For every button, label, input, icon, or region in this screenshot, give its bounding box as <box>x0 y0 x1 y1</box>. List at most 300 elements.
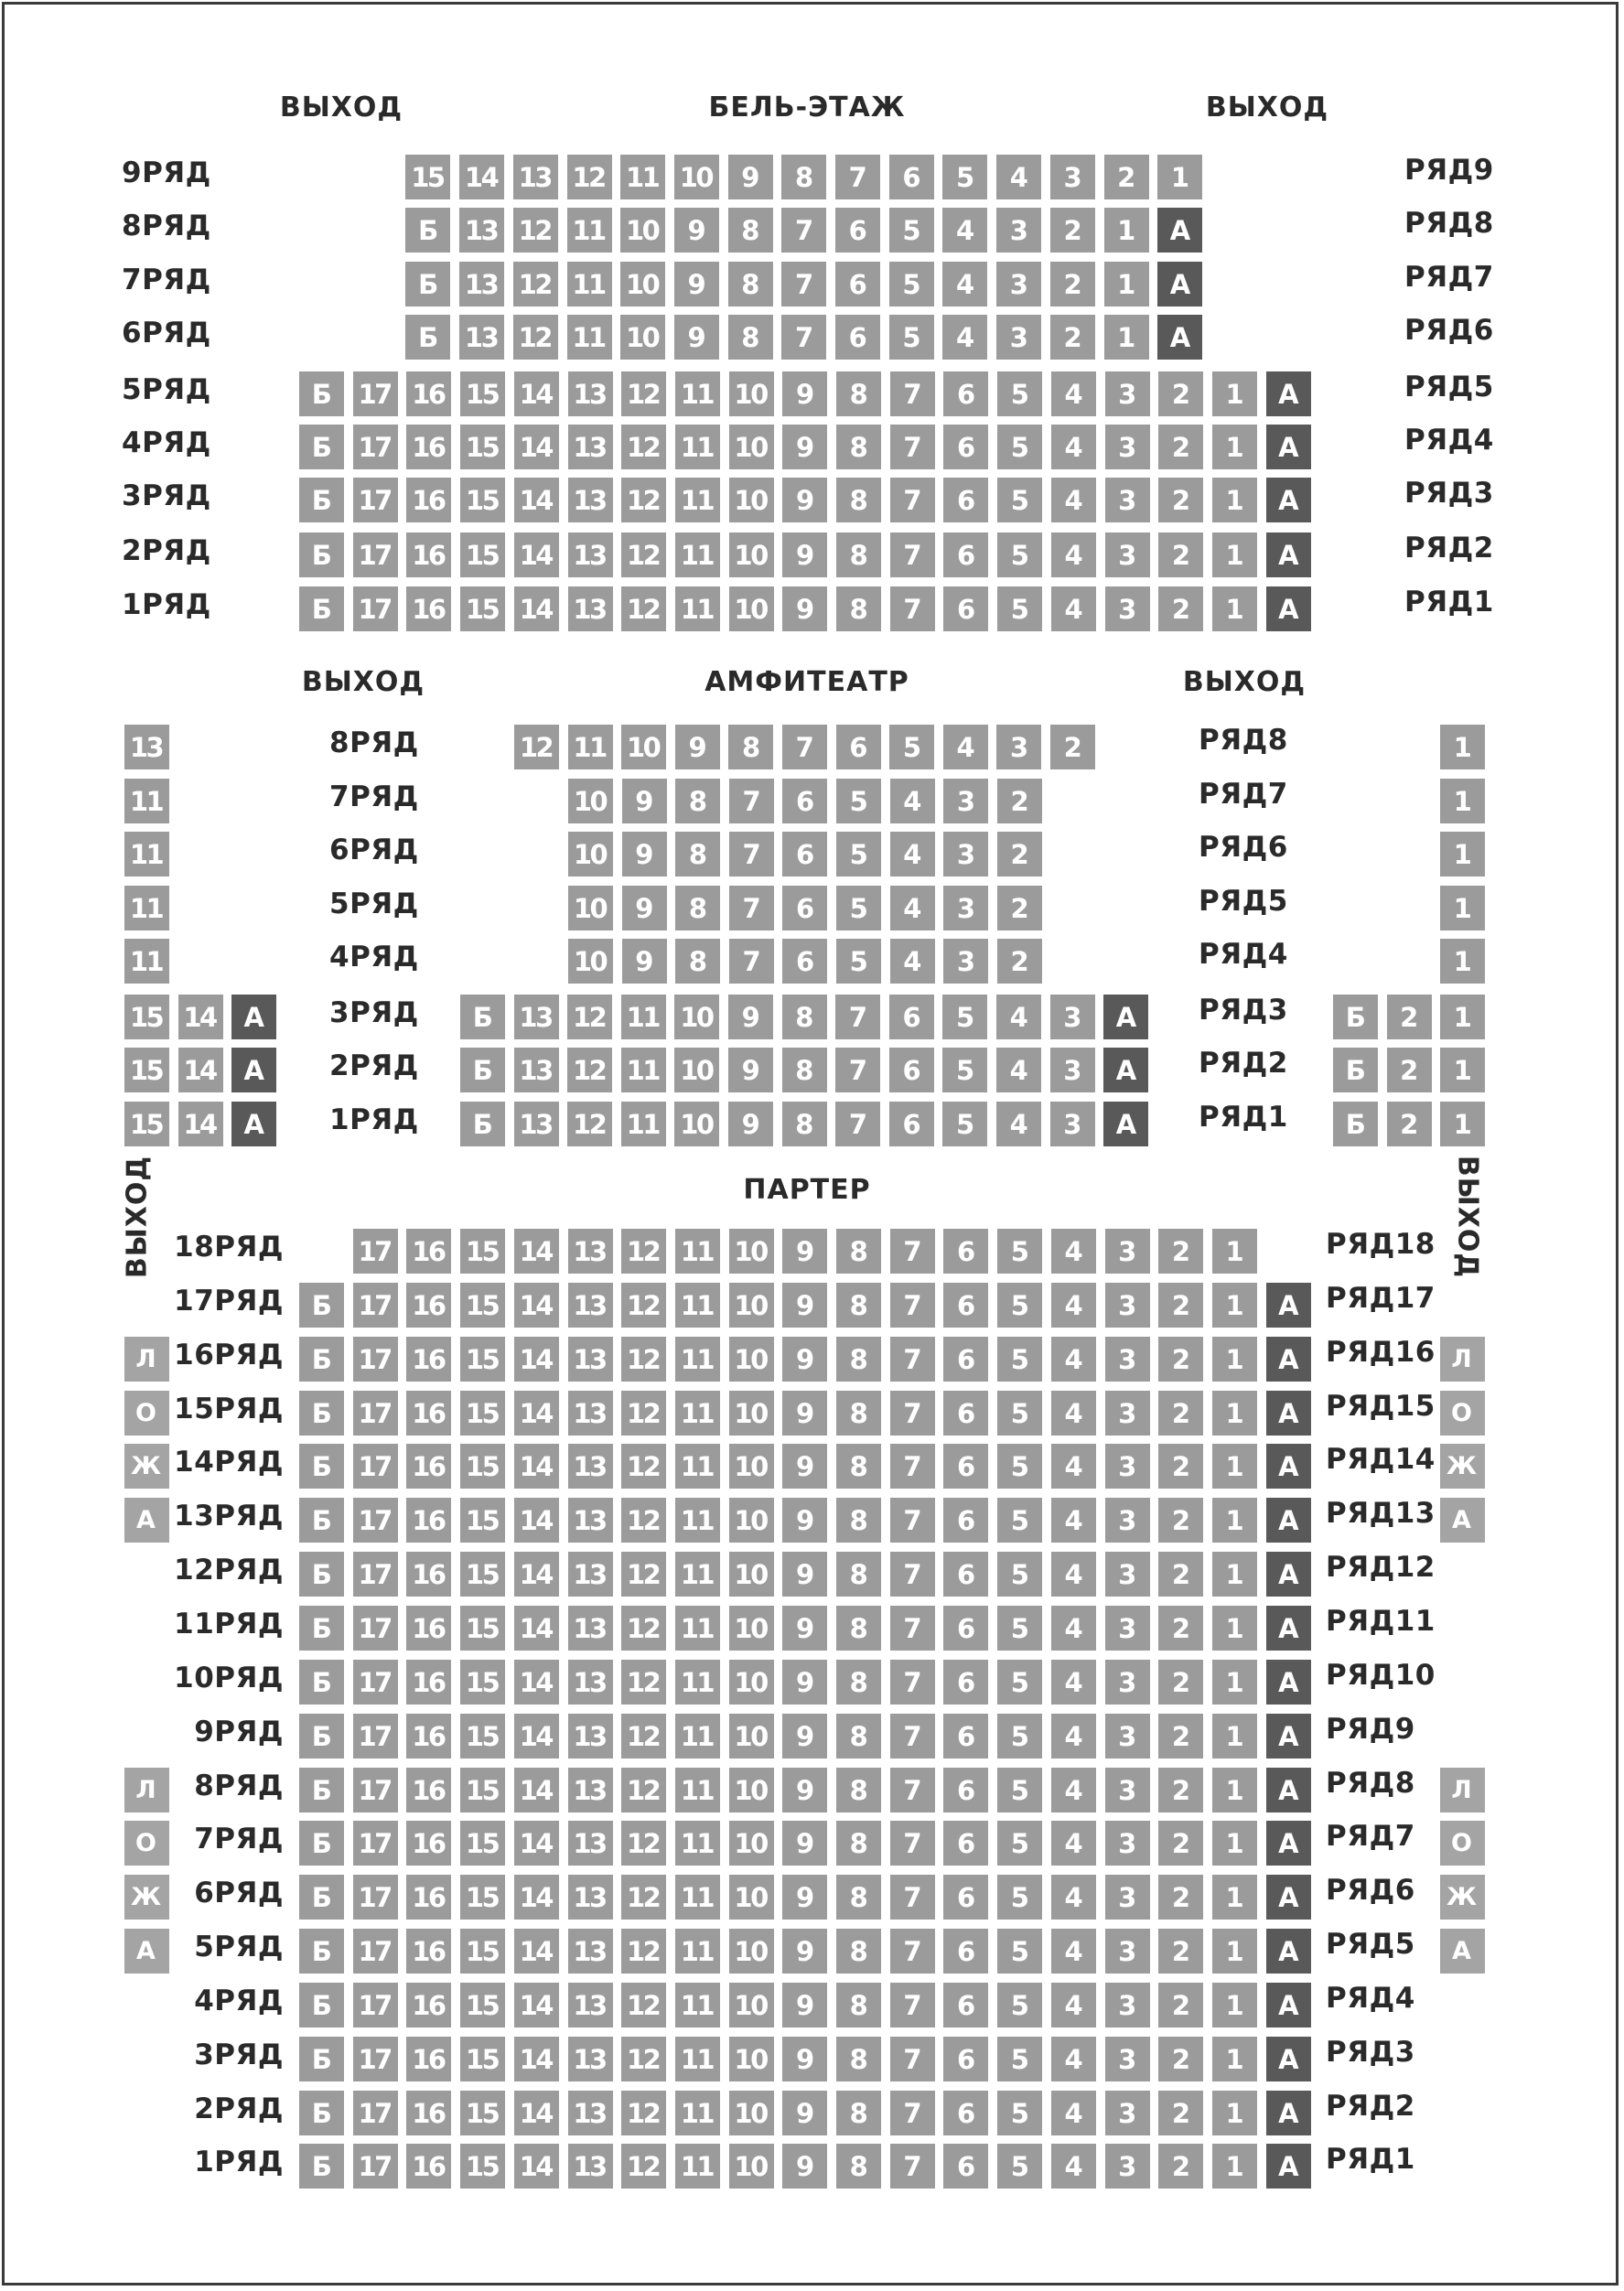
seat[interactable]: 2 <box>1158 1875 1203 1920</box>
seat[interactable]: 12 <box>621 425 666 469</box>
seat[interactable]: 6 <box>943 2037 988 2081</box>
seat[interactable]: 17 <box>353 1283 398 1328</box>
seat[interactable]: 9 <box>782 1875 827 1920</box>
side-seat-right[interactable]: 1 <box>1440 886 1485 930</box>
seat[interactable]: 3 <box>1105 371 1150 416</box>
seat[interactable]: 16 <box>406 1606 451 1651</box>
seat[interactable]: 1 <box>1212 1929 1257 1974</box>
seat[interactable]: 7 <box>781 208 826 253</box>
seat[interactable]: 7 <box>890 1929 935 1974</box>
box-seat-left[interactable]: А <box>124 1929 169 1974</box>
seat[interactable]: 7 <box>890 586 935 631</box>
seat[interactable]: 1 <box>1157 155 1202 199</box>
seat[interactable]: 11 <box>675 2091 720 2135</box>
box-seat-left[interactable]: Л <box>124 1337 169 1382</box>
seat[interactable]: Б <box>299 2091 344 2135</box>
seat[interactable]: 1 <box>1212 1337 1257 1382</box>
seat[interactable]: 7 <box>890 1444 935 1489</box>
seat[interactable]: 16 <box>406 1552 451 1597</box>
seat[interactable]: 6 <box>943 1768 988 1812</box>
seat[interactable]: 9 <box>782 586 827 631</box>
seat[interactable]: 5 <box>997 1283 1042 1328</box>
seat[interactable]: 9 <box>728 155 773 199</box>
seat[interactable]: 3 <box>1050 995 1095 1039</box>
seat[interactable]: 7 <box>890 1714 935 1759</box>
seat[interactable]: 4 <box>1051 1444 1096 1489</box>
seat[interactable]: 3 <box>1105 2091 1150 2135</box>
seat[interactable]: 17 <box>353 1768 398 1812</box>
side-seat-left[interactable]: 14 <box>178 995 223 1039</box>
seat[interactable]: 6 <box>943 1983 988 2027</box>
seat[interactable]: 16 <box>406 1391 451 1436</box>
seat[interactable]: 4 <box>1051 1875 1096 1920</box>
seat[interactable]: 16 <box>406 1768 451 1812</box>
seat[interactable]: 6 <box>836 725 881 769</box>
seat[interactable]: 3 <box>996 315 1041 360</box>
seat[interactable]: 7 <box>890 1821 935 1866</box>
side-seat-right[interactable]: Б <box>1333 1102 1378 1146</box>
seat[interactable]: 16 <box>406 2091 451 2135</box>
seat[interactable]: 5 <box>997 1983 1042 2027</box>
seat[interactable]: 11 <box>675 1768 720 1812</box>
seat[interactable]: 2 <box>1158 2091 1203 2135</box>
seat[interactable]: 1 <box>1104 208 1149 253</box>
seat[interactable]: 10 <box>729 1444 774 1489</box>
seat[interactable]: 10 <box>729 1929 774 1974</box>
seat[interactable]: 6 <box>943 1606 988 1651</box>
seat[interactable]: 1 <box>1212 1552 1257 1597</box>
seat[interactable]: А <box>1103 995 1148 1039</box>
seat[interactable]: 2 <box>1104 155 1149 199</box>
seat[interactable]: 6 <box>943 2091 988 2135</box>
side-seat-right[interactable]: Б <box>1333 1048 1378 1092</box>
side-seat-right[interactable]: 1 <box>1440 939 1485 984</box>
seat[interactable]: 17 <box>353 478 398 522</box>
seat[interactable]: 7 <box>890 1983 935 2027</box>
box-seat-left[interactable]: О <box>124 1391 169 1436</box>
seat[interactable]: 16 <box>406 2144 451 2189</box>
seat[interactable]: 10 <box>568 886 613 930</box>
seat[interactable]: 3 <box>1050 1102 1095 1146</box>
side-seat-right[interactable]: Б <box>1333 995 1378 1039</box>
side-seat-left[interactable]: А <box>231 1048 276 1092</box>
side-seat-right[interactable]: 1 <box>1440 832 1485 877</box>
seat[interactable]: 3 <box>1105 1660 1150 1705</box>
seat[interactable]: 1 <box>1212 1391 1257 1436</box>
seat[interactable]: А <box>1266 1552 1311 1597</box>
seat[interactable]: 1 <box>1212 1875 1257 1920</box>
side-seat-right[interactable]: 1 <box>1440 1048 1485 1092</box>
seat[interactable]: 2 <box>1158 2144 1203 2189</box>
seat[interactable]: 4 <box>1051 1660 1096 1705</box>
seat[interactable]: Б <box>405 315 450 360</box>
side-seat-left[interactable]: 11 <box>124 779 169 823</box>
seat[interactable]: 3 <box>1105 1714 1150 1759</box>
seat[interactable]: 9 <box>782 2037 827 2081</box>
seat[interactable]: 13 <box>568 2144 613 2189</box>
seat[interactable]: 10 <box>729 1983 774 2027</box>
seat[interactable]: 1 <box>1212 1768 1257 1812</box>
seat[interactable]: 7 <box>729 886 774 930</box>
box-seat-left[interactable]: Л <box>124 1768 169 1812</box>
seat[interactable]: А <box>1266 1391 1311 1436</box>
seat[interactable]: 1 <box>1212 425 1257 469</box>
seat[interactable]: 5 <box>997 1875 1042 1920</box>
seat[interactable]: 10 <box>729 478 774 522</box>
seat[interactable]: 3 <box>1105 478 1150 522</box>
seat[interactable]: 6 <box>943 1391 988 1436</box>
seat[interactable]: 14 <box>514 586 559 631</box>
seat[interactable]: 14 <box>514 1606 559 1651</box>
seat[interactable]: 1 <box>1212 586 1257 631</box>
seat[interactable]: 11 <box>675 1444 720 1489</box>
seat[interactable]: 7 <box>890 2091 935 2135</box>
seat[interactable]: 2 <box>1158 1283 1203 1328</box>
seat[interactable]: 9 <box>782 1768 827 1812</box>
seat[interactable]: 12 <box>621 1821 666 1866</box>
box-seat-left[interactable]: А <box>124 1498 169 1543</box>
seat[interactable]: 5 <box>942 155 987 199</box>
seat[interactable]: 13 <box>568 1606 613 1651</box>
seat[interactable]: 13 <box>568 1929 613 1974</box>
seat[interactable]: Б <box>299 1337 344 1382</box>
seat[interactable]: 2 <box>997 939 1042 984</box>
seat[interactable]: Б <box>405 262 450 307</box>
box-seat-right[interactable]: О <box>1440 1821 1485 1866</box>
seat[interactable]: 4 <box>1051 425 1096 469</box>
seat[interactable]: 12 <box>621 1337 666 1382</box>
seat[interactable]: 7 <box>890 1498 935 1543</box>
seat[interactable]: 17 <box>353 1821 398 1866</box>
seat[interactable]: 15 <box>460 1714 505 1759</box>
seat[interactable]: 15 <box>460 1229 505 1274</box>
seat[interactable]: 3 <box>1105 1552 1150 1597</box>
seat[interactable]: 3 <box>1105 2144 1150 2189</box>
seat[interactable]: 10 <box>729 532 774 577</box>
seat[interactable]: 3 <box>1105 532 1150 577</box>
seat[interactable]: 1 <box>1104 262 1149 307</box>
seat[interactable]: 13 <box>568 2037 613 2081</box>
seat[interactable]: А <box>1266 1337 1311 1382</box>
seat[interactable]: 12 <box>621 1606 666 1651</box>
seat[interactable]: 9 <box>674 315 719 360</box>
seat[interactable]: А <box>1266 2091 1311 2135</box>
seat[interactable]: 13 <box>514 1102 559 1146</box>
seat[interactable]: 9 <box>728 995 773 1039</box>
seat[interactable]: 17 <box>353 371 398 416</box>
seat[interactable]: 12 <box>621 1552 666 1597</box>
seat[interactable]: 11 <box>675 1660 720 1705</box>
seat[interactable]: 9 <box>782 1444 827 1489</box>
seat[interactable]: 13 <box>568 1229 613 1274</box>
seat[interactable]: 4 <box>996 995 1041 1039</box>
seat[interactable]: 14 <box>514 2144 559 2189</box>
seat[interactable]: 10 <box>729 1660 774 1705</box>
seat[interactable]: 13 <box>568 1714 613 1759</box>
side-seat-left[interactable]: 15 <box>124 1048 169 1092</box>
seat[interactable]: 5 <box>997 478 1042 522</box>
seat[interactable]: 14 <box>514 1391 559 1436</box>
seat[interactable]: 8 <box>675 939 720 984</box>
seat[interactable]: 4 <box>996 1102 1041 1146</box>
seat[interactable]: 8 <box>782 1048 827 1092</box>
seat[interactable]: 3 <box>1105 1337 1150 1382</box>
seat[interactable]: 8 <box>782 1102 827 1146</box>
seat[interactable]: 7 <box>835 995 880 1039</box>
seat[interactable]: Б <box>299 1875 344 1920</box>
seat[interactable]: 13 <box>568 1391 613 1436</box>
seat[interactable]: 8 <box>675 779 720 823</box>
box-seat-left[interactable]: О <box>124 1821 169 1866</box>
seat[interactable]: 6 <box>943 1283 988 1328</box>
seat[interactable]: 6 <box>943 1552 988 1597</box>
seat[interactable]: 12 <box>621 1283 666 1328</box>
seat[interactable]: Б <box>299 532 344 577</box>
seat[interactable]: 8 <box>836 478 881 522</box>
seat[interactable]: 4 <box>996 1048 1041 1092</box>
seat[interactable]: 9 <box>674 208 719 253</box>
seat[interactable]: 10 <box>568 779 613 823</box>
seat[interactable]: 10 <box>620 262 665 307</box>
seat[interactable]: А <box>1157 208 1202 253</box>
seat[interactable]: 5 <box>997 1498 1042 1543</box>
side-seat-left[interactable]: 11 <box>124 939 169 984</box>
seat[interactable]: 6 <box>943 1444 988 1489</box>
seat[interactable]: 5 <box>997 2091 1042 2135</box>
seat[interactable]: 11 <box>675 1929 720 1974</box>
seat[interactable]: 13 <box>568 1983 613 2027</box>
seat[interactable]: 10 <box>729 1821 774 1866</box>
seat[interactable]: 6 <box>943 2144 988 2189</box>
seat[interactable]: 9 <box>782 1552 827 1597</box>
seat[interactable]: 4 <box>890 779 935 823</box>
seat[interactable]: 6 <box>943 532 988 577</box>
seat[interactable]: Б <box>405 208 450 253</box>
seat[interactable]: 8 <box>836 1229 881 1274</box>
seat[interactable]: 17 <box>353 1660 398 1705</box>
seat[interactable]: 15 <box>460 1391 505 1436</box>
seat[interactable]: 4 <box>1051 2144 1096 2189</box>
seat[interactable]: 4 <box>1051 586 1096 631</box>
seat[interactable]: 2 <box>1050 262 1095 307</box>
seat[interactable]: 15 <box>460 1875 505 1920</box>
seat[interactable]: 2 <box>1050 315 1095 360</box>
seat[interactable]: 10 <box>729 425 774 469</box>
seat[interactable]: 10 <box>674 1048 719 1092</box>
seat[interactable]: Б <box>299 1660 344 1705</box>
side-seat-right[interactable]: 1 <box>1440 995 1485 1039</box>
seat[interactable]: 7 <box>890 2037 935 2081</box>
seat[interactable]: 17 <box>353 1929 398 1974</box>
seat[interactable]: 12 <box>621 1229 666 1274</box>
seat[interactable]: 8 <box>836 371 881 416</box>
seat[interactable]: 4 <box>890 939 935 984</box>
seat[interactable]: 10 <box>568 832 613 877</box>
seat[interactable]: 17 <box>353 532 398 577</box>
seat[interactable]: 7 <box>890 1337 935 1382</box>
seat[interactable]: 9 <box>782 1283 827 1328</box>
seat[interactable]: 16 <box>406 2037 451 2081</box>
seat[interactable]: 2 <box>1158 1391 1203 1436</box>
seat[interactable]: 17 <box>353 1606 398 1651</box>
seat[interactable]: 9 <box>782 1821 827 1866</box>
seat[interactable]: 10 <box>568 939 613 984</box>
seat[interactable]: 11 <box>621 1048 666 1092</box>
seat[interactable]: 5 <box>997 532 1042 577</box>
seat[interactable]: 12 <box>567 995 612 1039</box>
seat[interactable]: 14 <box>514 2037 559 2081</box>
seat[interactable]: 1 <box>1212 371 1257 416</box>
seat[interactable]: 7 <box>890 425 935 469</box>
seat[interactable]: 3 <box>996 725 1041 769</box>
seat[interactable]: 9 <box>782 1229 827 1274</box>
seat[interactable]: 13 <box>514 995 559 1039</box>
seat[interactable]: 9 <box>782 1391 827 1436</box>
seat[interactable]: А <box>1266 371 1311 416</box>
seat[interactable]: 15 <box>460 371 505 416</box>
seat[interactable]: А <box>1266 1283 1311 1328</box>
seat[interactable]: 9 <box>782 425 827 469</box>
seat[interactable]: 9 <box>622 832 667 877</box>
seat[interactable]: 8 <box>836 1606 881 1651</box>
seat[interactable]: 5 <box>997 1552 1042 1597</box>
seat[interactable]: 17 <box>353 1552 398 1597</box>
seat[interactable]: Б <box>299 586 344 631</box>
seat[interactable]: 2 <box>1158 1768 1203 1812</box>
seat[interactable]: Б <box>299 1498 344 1543</box>
seat[interactable]: 6 <box>782 886 827 930</box>
seat[interactable]: 5 <box>997 586 1042 631</box>
seat[interactable]: 5 <box>997 1444 1042 1489</box>
seat[interactable]: 2 <box>1050 208 1095 253</box>
seat[interactable]: Б <box>460 1048 505 1092</box>
seat[interactable]: 12 <box>621 586 666 631</box>
seat[interactable]: 7 <box>890 2144 935 2189</box>
seat[interactable]: А <box>1266 1714 1311 1759</box>
seat[interactable]: 15 <box>460 1283 505 1328</box>
seat[interactable]: 8 <box>836 586 881 631</box>
seat[interactable]: 6 <box>943 1229 988 1274</box>
seat[interactable]: 4 <box>890 886 935 930</box>
seat[interactable]: 6 <box>943 1660 988 1705</box>
seat[interactable]: 13 <box>568 1875 613 1920</box>
seat[interactable]: 6 <box>943 1929 988 1974</box>
seat[interactable]: 7 <box>729 779 774 823</box>
seat[interactable]: 14 <box>514 1229 559 1274</box>
seat[interactable]: 1 <box>1212 1660 1257 1705</box>
seat[interactable]: 5 <box>997 1714 1042 1759</box>
seat[interactable]: 8 <box>836 1552 881 1597</box>
seat[interactable]: 5 <box>889 262 934 307</box>
seat[interactable]: 6 <box>782 832 827 877</box>
seat[interactable]: 15 <box>460 1337 505 1382</box>
seat[interactable]: 14 <box>514 1821 559 1866</box>
seat[interactable]: А <box>1266 1768 1311 1812</box>
seat[interactable]: 1 <box>1212 1606 1257 1651</box>
seat[interactable]: 12 <box>567 155 612 199</box>
seat[interactable]: 6 <box>943 478 988 522</box>
seat[interactable]: 2 <box>997 779 1042 823</box>
seat[interactable]: 7 <box>890 1768 935 1812</box>
seat[interactable]: 13 <box>568 532 613 577</box>
box-seat-right[interactable]: Л <box>1440 1768 1485 1812</box>
seat[interactable]: 2 <box>1158 478 1203 522</box>
seat[interactable]: 5 <box>942 1048 987 1092</box>
seat[interactable]: 10 <box>729 1391 774 1436</box>
seat[interactable]: 6 <box>943 425 988 469</box>
seat[interactable]: 8 <box>836 1498 881 1543</box>
side-seat-right[interactable]: 2 <box>1387 1102 1432 1146</box>
seat[interactable]: 3 <box>1050 155 1095 199</box>
box-seat-left[interactable]: Ж <box>124 1875 169 1920</box>
seat[interactable]: 9 <box>782 1929 827 1974</box>
seat[interactable]: 9 <box>782 532 827 577</box>
seat[interactable]: 16 <box>406 1337 451 1382</box>
seat[interactable]: 14 <box>514 1283 559 1328</box>
seat[interactable]: 6 <box>889 155 934 199</box>
seat[interactable]: 8 <box>836 1983 881 2027</box>
seat[interactable]: 12 <box>514 725 559 769</box>
side-seat-left[interactable]: 13 <box>124 725 169 769</box>
seat[interactable]: 15 <box>460 2037 505 2081</box>
seat[interactable]: 7 <box>890 1606 935 1651</box>
seat[interactable]: 15 <box>460 1498 505 1543</box>
seat[interactable]: 5 <box>836 939 881 984</box>
seat[interactable]: 5 <box>889 725 934 769</box>
seat[interactable]: 8 <box>675 832 720 877</box>
seat[interactable]: А <box>1266 1660 1311 1705</box>
box-seat-right[interactable]: А <box>1440 1498 1485 1543</box>
seat[interactable]: 10 <box>620 315 665 360</box>
seat[interactable]: 2 <box>1158 1229 1203 1274</box>
seat[interactable]: 14 <box>514 532 559 577</box>
seat[interactable]: Б <box>299 1552 344 1597</box>
seat[interactable]: 13 <box>514 1048 559 1092</box>
seat[interactable]: 15 <box>405 155 450 199</box>
seat[interactable]: 13 <box>568 586 613 631</box>
seat[interactable]: 7 <box>835 155 880 199</box>
seat[interactable]: А <box>1266 2037 1311 2081</box>
seat[interactable]: 7 <box>890 371 935 416</box>
seat[interactable]: 14 <box>514 1768 559 1812</box>
seat[interactable]: 16 <box>406 1929 451 1974</box>
seat[interactable]: 14 <box>514 1875 559 1920</box>
seat[interactable]: 5 <box>836 832 881 877</box>
seat[interactable]: 13 <box>568 1337 613 1382</box>
seat[interactable]: 8 <box>836 532 881 577</box>
seat[interactable]: 12 <box>621 1444 666 1489</box>
seat[interactable]: 7 <box>890 532 935 577</box>
seat[interactable]: 9 <box>782 371 827 416</box>
seat[interactable]: А <box>1266 1606 1311 1651</box>
seat[interactable]: 16 <box>406 1821 451 1866</box>
seat[interactable]: 8 <box>728 262 773 307</box>
seat[interactable]: 3 <box>996 262 1041 307</box>
seat[interactable]: 11 <box>675 1391 720 1436</box>
seat[interactable]: 12 <box>567 1102 612 1146</box>
seat[interactable]: А <box>1266 2144 1311 2189</box>
seat[interactable]: 14 <box>514 2091 559 2135</box>
seat[interactable]: 12 <box>621 1983 666 2027</box>
seat[interactable]: 3 <box>1050 1048 1095 1092</box>
box-seat-right[interactable]: Л <box>1440 1337 1485 1382</box>
seat[interactable]: 5 <box>997 371 1042 416</box>
seat[interactable]: А <box>1266 1983 1311 2027</box>
seat[interactable]: 17 <box>353 1444 398 1489</box>
seat[interactable]: 14 <box>514 1660 559 1705</box>
side-seat-left[interactable]: 11 <box>124 886 169 930</box>
seat[interactable]: А <box>1266 425 1311 469</box>
